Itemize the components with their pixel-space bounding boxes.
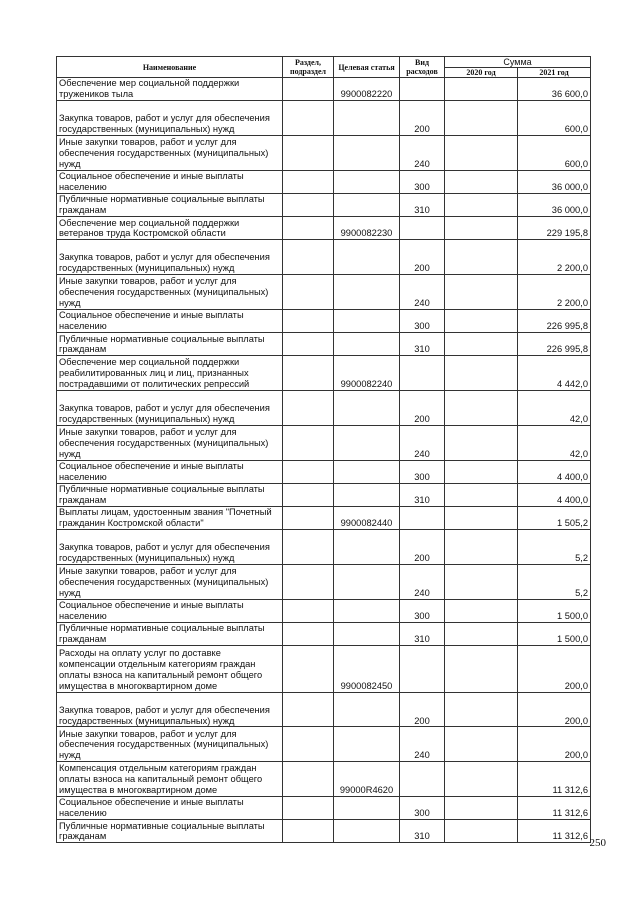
cell-section xyxy=(283,483,334,506)
cell-2020 xyxy=(445,460,518,483)
cell-section xyxy=(283,101,334,136)
cell-target xyxy=(334,391,400,426)
table-row xyxy=(57,565,591,600)
cell-section xyxy=(283,565,334,600)
table-row xyxy=(57,425,591,460)
cell-expense-type: 310 xyxy=(400,333,445,356)
cell-name: Обеспечение мер социальной поддержки ветеранов труда Костромской области xyxy=(57,217,283,240)
cell-name: Закупка товаров, работ и услуг для обеспечения государственных (муниципальных) нужд xyxy=(57,101,283,136)
cell-2020 xyxy=(445,217,518,240)
cell-name: Обеспечение мер социальной поддержки реабилитированных лиц и лиц, признанных пострадавшими от политических репрессий xyxy=(57,356,283,391)
cell-target xyxy=(334,820,400,843)
cell-2021: 36 000,0 xyxy=(518,170,591,193)
cell-2021: 11 312,6 xyxy=(518,797,591,820)
cell-target xyxy=(334,797,400,820)
cell-2020 xyxy=(445,275,518,310)
table-row xyxy=(57,170,591,193)
cell-name: Компенсация отдельным категориям граждан оплаты взноса на капитальный ремонт общего имущества в многоквартирном доме xyxy=(57,762,283,797)
cell-expense-type: 200 xyxy=(400,391,445,426)
cell-target xyxy=(334,565,400,600)
table-row xyxy=(57,762,591,797)
cell-name: Закупка товаров, работ и услуг для обеспечения государственных (муниципальных) нужд xyxy=(57,391,283,426)
cell-2020 xyxy=(445,135,518,170)
cell-expense-type xyxy=(400,762,445,797)
cell-2020 xyxy=(445,599,518,622)
cell-2021: 1 505,2 xyxy=(518,507,591,530)
cell-2021: 2 200,0 xyxy=(518,240,591,275)
cell-expense-type xyxy=(400,646,445,692)
cell-2021: 2 200,0 xyxy=(518,275,591,310)
header-target: Целевая статья xyxy=(334,57,400,78)
cell-2020 xyxy=(445,309,518,332)
cell-target xyxy=(334,275,400,310)
header-expense-type: Вид расходов xyxy=(400,57,445,78)
table-row xyxy=(57,623,591,646)
cell-2021: 226 995,8 xyxy=(518,309,591,332)
cell-target xyxy=(334,460,400,483)
budget-table xyxy=(56,56,591,843)
table-row xyxy=(57,483,591,506)
cell-section xyxy=(283,170,334,193)
cell-section xyxy=(283,135,334,170)
cell-2021: 200,0 xyxy=(518,727,591,762)
table-row xyxy=(57,356,591,391)
page-number: 250 xyxy=(589,837,606,849)
cell-2021: 5,2 xyxy=(518,565,591,600)
cell-2020 xyxy=(445,391,518,426)
cell-name: Социальное обеспечение и иные выплаты населению xyxy=(57,460,283,483)
cell-target xyxy=(334,425,400,460)
cell-expense-type: 200 xyxy=(400,692,445,727)
cell-target xyxy=(334,483,400,506)
cell-2020 xyxy=(445,356,518,391)
cell-2021: 11 312,6 xyxy=(518,762,591,797)
cell-target xyxy=(334,530,400,565)
cell-name: Выплаты лицам, удостоенным звания "Почетный гражданин Костромской области" xyxy=(57,507,283,530)
cell-section xyxy=(283,240,334,275)
cell-2021: 600,0 xyxy=(518,101,591,136)
table-row xyxy=(57,275,591,310)
cell-target: 99000R4620 xyxy=(334,762,400,797)
cell-expense-type xyxy=(400,78,445,101)
cell-expense-type: 300 xyxy=(400,797,445,820)
cell-2020 xyxy=(445,797,518,820)
cell-expense-type: 300 xyxy=(400,170,445,193)
header-name: Наименование xyxy=(57,57,283,78)
table-row xyxy=(57,333,591,356)
cell-name: Иные закупки товаров, работ и услуг для обеспечения государственных (муниципальных) нужд xyxy=(57,727,283,762)
cell-target: 9900082220 xyxy=(334,78,400,101)
cell-name: Расходы на оплату услуг по доставке компенсации отдельным категориям граждан оплаты взноса на капитальный ремонт общего имущества в многоквартирном доме xyxy=(57,646,283,692)
cell-target: 9900082440 xyxy=(334,507,400,530)
cell-section xyxy=(283,599,334,622)
cell-section xyxy=(283,646,334,692)
cell-2021: 229 195,8 xyxy=(518,217,591,240)
cell-2021: 1 500,0 xyxy=(518,599,591,622)
cell-expense-type: 240 xyxy=(400,275,445,310)
table-body xyxy=(57,78,591,843)
cell-name: Публичные нормативные социальные выплаты гражданам xyxy=(57,193,283,216)
cell-target xyxy=(334,692,400,727)
table-row xyxy=(57,797,591,820)
cell-section xyxy=(283,333,334,356)
cell-target xyxy=(334,135,400,170)
table-row xyxy=(57,507,591,530)
cell-expense-type: 310 xyxy=(400,193,445,216)
table-row xyxy=(57,217,591,240)
table-row xyxy=(57,530,591,565)
cell-2020 xyxy=(445,425,518,460)
cell-2021: 226 995,8 xyxy=(518,333,591,356)
cell-section xyxy=(283,623,334,646)
cell-2021: 4 442,0 xyxy=(518,356,591,391)
cell-target xyxy=(334,623,400,646)
cell-2020 xyxy=(445,820,518,843)
table-row xyxy=(57,460,591,483)
cell-2020 xyxy=(445,170,518,193)
cell-section xyxy=(283,692,334,727)
cell-expense-type: 310 xyxy=(400,623,445,646)
cell-target xyxy=(334,309,400,332)
cell-expense-type: 240 xyxy=(400,425,445,460)
table-row xyxy=(57,193,591,216)
cell-name: Иные закупки товаров, работ и услуг для обеспечения государственных (муниципальных) нужд xyxy=(57,565,283,600)
cell-2021: 5,2 xyxy=(518,530,591,565)
cell-2020 xyxy=(445,762,518,797)
table-row xyxy=(57,646,591,692)
cell-section xyxy=(283,309,334,332)
cell-name: Публичные нормативные социальные выплаты гражданам xyxy=(57,623,283,646)
cell-section xyxy=(283,217,334,240)
cell-expense-type: 240 xyxy=(400,727,445,762)
table-row xyxy=(57,391,591,426)
cell-section xyxy=(283,530,334,565)
cell-2021: 200,0 xyxy=(518,692,591,727)
cell-section xyxy=(283,820,334,843)
cell-2020 xyxy=(445,530,518,565)
cell-target: 9900082450 xyxy=(334,646,400,692)
table-row xyxy=(57,309,591,332)
cell-2020 xyxy=(445,507,518,530)
cell-2021: 42,0 xyxy=(518,391,591,426)
cell-name: Иные закупки товаров, работ и услуг для обеспечения государственных (муниципальных) нужд xyxy=(57,135,283,170)
cell-expense-type: 200 xyxy=(400,240,445,275)
cell-2020 xyxy=(445,333,518,356)
cell-expense-type: 200 xyxy=(400,101,445,136)
cell-2021: 200,0 xyxy=(518,646,591,692)
cell-name: Публичные нормативные социальные выплаты гражданам xyxy=(57,333,283,356)
table-row xyxy=(57,820,591,843)
cell-2020 xyxy=(445,483,518,506)
cell-section xyxy=(283,762,334,797)
cell-target xyxy=(334,193,400,216)
cell-expense-type: 300 xyxy=(400,599,445,622)
cell-2021: 36 600,0 xyxy=(518,78,591,101)
cell-name: Социальное обеспечение и иные выплаты населению xyxy=(57,170,283,193)
table-row xyxy=(57,692,591,727)
cell-2020 xyxy=(445,193,518,216)
cell-2021: 42,0 xyxy=(518,425,591,460)
cell-2020 xyxy=(445,101,518,136)
cell-name: Закупка товаров, работ и услуг для обеспечения государственных (муниципальных) нужд xyxy=(57,240,283,275)
table-row xyxy=(57,727,591,762)
cell-name: Иные закупки товаров, работ и услуг для обеспечения государственных (муниципальных) нужд xyxy=(57,275,283,310)
cell-2020 xyxy=(445,78,518,101)
header-section: Раздел, подраздел xyxy=(283,57,334,78)
cell-2021: 36 000,0 xyxy=(518,193,591,216)
cell-name: Публичные нормативные социальные выплаты гражданам xyxy=(57,820,283,843)
cell-2020 xyxy=(445,623,518,646)
cell-2020 xyxy=(445,565,518,600)
cell-target xyxy=(334,101,400,136)
cell-2020 xyxy=(445,692,518,727)
cell-section xyxy=(283,460,334,483)
cell-name: Иные закупки товаров, работ и услуг для обеспечения государственных (муниципальных) нужд xyxy=(57,425,283,460)
cell-section xyxy=(283,78,334,101)
cell-name: Закупка товаров, работ и услуг для обеспечения государственных (муниципальных) нужд xyxy=(57,530,283,565)
cell-2021: 1 500,0 xyxy=(518,623,591,646)
cell-target xyxy=(334,240,400,275)
cell-name: Социальное обеспечение и иные выплаты населению xyxy=(57,309,283,332)
cell-section xyxy=(283,507,334,530)
cell-section xyxy=(283,425,334,460)
cell-name: Публичные нормативные социальные выплаты гражданам xyxy=(57,483,283,506)
cell-name: Закупка товаров, работ и услуг для обеспечения государственных (муниципальных) нужд xyxy=(57,692,283,727)
cell-name: Обеспечение мер социальной поддержки тружеников тыла xyxy=(57,78,283,101)
cell-expense-type: 200 xyxy=(400,530,445,565)
header-sum: Сумма xyxy=(445,57,591,68)
cell-2021: 4 400,0 xyxy=(518,460,591,483)
header-year-2020: 2020 год xyxy=(445,68,518,78)
table-row xyxy=(57,78,591,101)
table-row xyxy=(57,599,591,622)
cell-expense-type: 240 xyxy=(400,565,445,600)
cell-section xyxy=(283,275,334,310)
cell-target: 9900082230 xyxy=(334,217,400,240)
cell-section xyxy=(283,193,334,216)
cell-target: 9900082240 xyxy=(334,356,400,391)
table-row xyxy=(57,240,591,275)
table-row xyxy=(57,101,591,136)
cell-expense-type xyxy=(400,356,445,391)
cell-target xyxy=(334,170,400,193)
cell-2020 xyxy=(445,727,518,762)
cell-expense-type xyxy=(400,507,445,530)
cell-target xyxy=(334,727,400,762)
cell-section xyxy=(283,797,334,820)
cell-2020 xyxy=(445,646,518,692)
cell-2020 xyxy=(445,240,518,275)
cell-target xyxy=(334,333,400,356)
cell-expense-type: 310 xyxy=(400,483,445,506)
cell-expense-type: 300 xyxy=(400,309,445,332)
header-year-2021: 2021 год xyxy=(518,68,591,78)
table-row xyxy=(57,135,591,170)
cell-name: Социальное обеспечение и иные выплаты населению xyxy=(57,599,283,622)
cell-2021: 600,0 xyxy=(518,135,591,170)
cell-expense-type xyxy=(400,217,445,240)
cell-section xyxy=(283,356,334,391)
cell-2021: 11 312,6 xyxy=(518,820,591,843)
cell-target xyxy=(334,599,400,622)
cell-2021: 4 400,0 xyxy=(518,483,591,506)
cell-section xyxy=(283,727,334,762)
cell-name: Социальное обеспечение и иные выплаты населению xyxy=(57,797,283,820)
cell-expense-type: 240 xyxy=(400,135,445,170)
cell-section xyxy=(283,391,334,426)
cell-expense-type: 310 xyxy=(400,820,445,843)
cell-expense-type: 300 xyxy=(400,460,445,483)
